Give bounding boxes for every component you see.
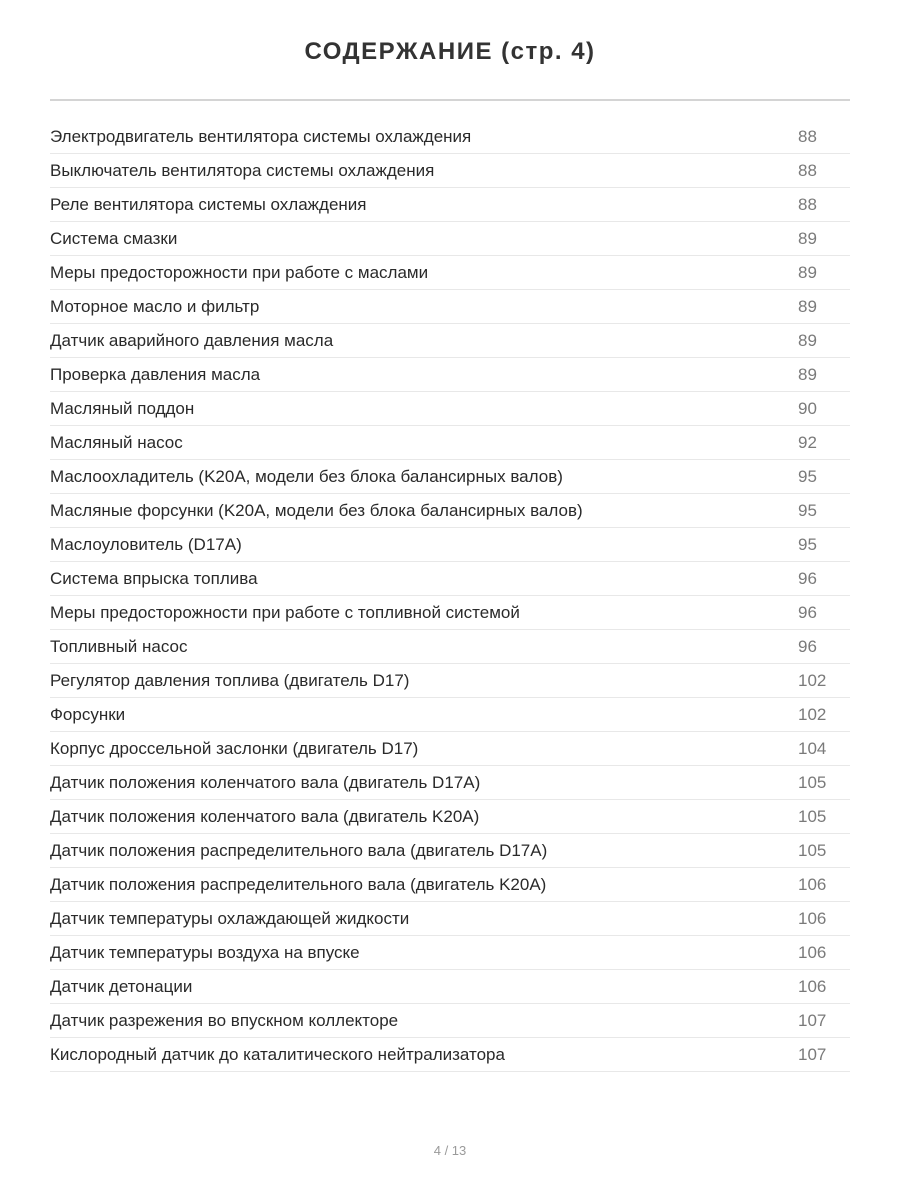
toc-entry[interactable] [50, 1038, 850, 1072]
toc-entry[interactable] [50, 460, 850, 494]
toc-entry-title: Датчик детонации [50, 976, 193, 996]
toc-entry[interactable] [50, 222, 850, 256]
toc-entry-page-number: 104 [798, 738, 827, 758]
toc-entry-page-number: 106 [798, 908, 827, 928]
toc-entry-title: Датчик положения распределительного вала (двигатель D17A) [50, 840, 548, 860]
toc-entry-title: Корпус дроссельной заслонки (двигатель D17) [50, 738, 419, 758]
toc-entry-page-number: 88 [798, 160, 817, 180]
toc-entry-page-number: 105 [798, 806, 827, 826]
toc-entry-title: Кислородный датчик до каталитического нейтрализатора [50, 1044, 505, 1064]
toc-entry-title: Электродвигатель вентилятора системы охлаждения [50, 126, 472, 146]
toc-entry-title: Выключатель вентилятора системы охлаждения [50, 160, 435, 180]
toc-entry-title: Меры предосторожности при работе с маслами [50, 262, 429, 282]
toc-entry-page-number: 89 [798, 296, 817, 316]
toc-entry[interactable] [50, 324, 850, 358]
toc-entry[interactable] [50, 188, 850, 222]
toc-entry[interactable] [50, 120, 850, 154]
toc-entry-page-number: 89 [798, 262, 817, 282]
toc-entry-title: Топливный насос [50, 636, 188, 656]
toc-entry[interactable] [50, 630, 850, 664]
toc-entry[interactable] [50, 290, 850, 324]
toc-entry-page-number: 106 [798, 942, 827, 962]
toc-entry[interactable] [50, 766, 850, 800]
toc-entry-page-number: 107 [798, 1044, 827, 1064]
toc-entry-title: Регулятор давления топлива (двигатель D17) [50, 670, 410, 690]
toc-entry-title: Маслоуловитель (D17A) [50, 534, 242, 554]
page-title: СОДЕРЖАНИЕ (стр. 4) [304, 38, 596, 65]
toc-entry[interactable] [50, 562, 850, 596]
toc-entry-title: Маслоохладитель (K20A, модели без блока балансирных валов) [50, 466, 563, 486]
toc-entry-title: Датчик положения коленчатого вала (двигатель K20A) [50, 806, 480, 826]
toc-entry-title: Датчик температуры воздуха на впуске [50, 942, 360, 962]
toc-entry-page-number: 95 [798, 534, 817, 554]
toc-entry[interactable] [50, 800, 850, 834]
toc-entry-page-number: 95 [798, 500, 817, 520]
toc-entry[interactable] [50, 256, 850, 290]
toc-entry-title: Моторное масло и фильтр [50, 296, 260, 316]
toc-entry-title: Система смазки [50, 228, 178, 248]
toc-entry[interactable] [50, 1004, 850, 1038]
toc-entry-title: Масляный поддон [50, 398, 195, 418]
toc-entry[interactable] [50, 426, 850, 460]
toc-entry-title: Датчик аварийного давления масла [50, 330, 334, 350]
toc-entry-title: Проверка давления масла [50, 364, 261, 384]
toc-entry-page-number: 89 [798, 330, 817, 350]
table-of-contents [50, 120, 850, 1072]
toc-entry-page-number: 89 [798, 364, 817, 384]
toc-entry-page-number: 96 [798, 602, 817, 622]
toc-entry-page-number: 102 [798, 704, 827, 724]
title-divider [50, 99, 850, 101]
toc-entry-page-number: 105 [798, 840, 827, 860]
toc-entry-page-number: 96 [798, 568, 817, 588]
toc-entry-page-number: 102 [798, 670, 827, 690]
toc-entry-title: Масляные форсунки (K20A, модели без блока балансирных валов) [50, 500, 583, 520]
toc-entry-page-number: 95 [798, 466, 817, 486]
toc-entry[interactable] [50, 528, 850, 562]
toc-entry-title: Масляный насос [50, 432, 183, 452]
toc-entry-title: Форсунки [50, 704, 126, 724]
toc-entry[interactable] [50, 698, 850, 732]
toc-entry-title: Реле вентилятора системы охлаждения [50, 194, 367, 214]
toc-entry[interactable] [50, 868, 850, 902]
toc-entry-page-number: 106 [798, 976, 827, 996]
toc-entry[interactable] [50, 970, 850, 1004]
toc-entry[interactable] [50, 732, 850, 766]
toc-entry-page-number: 96 [798, 636, 817, 656]
page-indicator: 4 / 13 [433, 1143, 467, 1158]
toc-entry-title: Датчик разрежения во впускном коллекторе [50, 1010, 399, 1030]
toc-entry-title: Датчик положения коленчатого вала (двигатель D17A) [50, 772, 481, 792]
toc-entry[interactable] [50, 664, 850, 698]
toc-entry-page-number: 105 [798, 772, 827, 792]
toc-entry-title: Датчик температуры охлаждающей жидкости [50, 908, 410, 928]
toc-entry-title: Датчик положения распределительного вала (двигатель K20A) [50, 874, 547, 894]
toc-entry[interactable] [50, 392, 850, 426]
toc-entry-page-number: 90 [798, 398, 817, 418]
toc-entry[interactable] [50, 494, 850, 528]
toc-entry[interactable] [50, 834, 850, 868]
toc-entry[interactable] [50, 358, 850, 392]
toc-entry[interactable] [50, 936, 850, 970]
toc-entry-title: Меры предосторожности при работе с топливной системой [50, 602, 520, 622]
toc-entry-page-number: 107 [798, 1010, 827, 1030]
toc-entry-page-number: 88 [798, 194, 817, 214]
toc-entry-page-number: 92 [798, 432, 817, 452]
toc-entry-page-number: 106 [798, 874, 827, 894]
toc-entry[interactable] [50, 596, 850, 630]
toc-entry-page-number: 89 [798, 228, 817, 248]
toc-entry-page-number: 88 [798, 126, 817, 146]
toc-entry-title: Система впрыска топлива [50, 568, 258, 588]
toc-entry[interactable] [50, 154, 850, 188]
toc-entry[interactable] [50, 902, 850, 936]
